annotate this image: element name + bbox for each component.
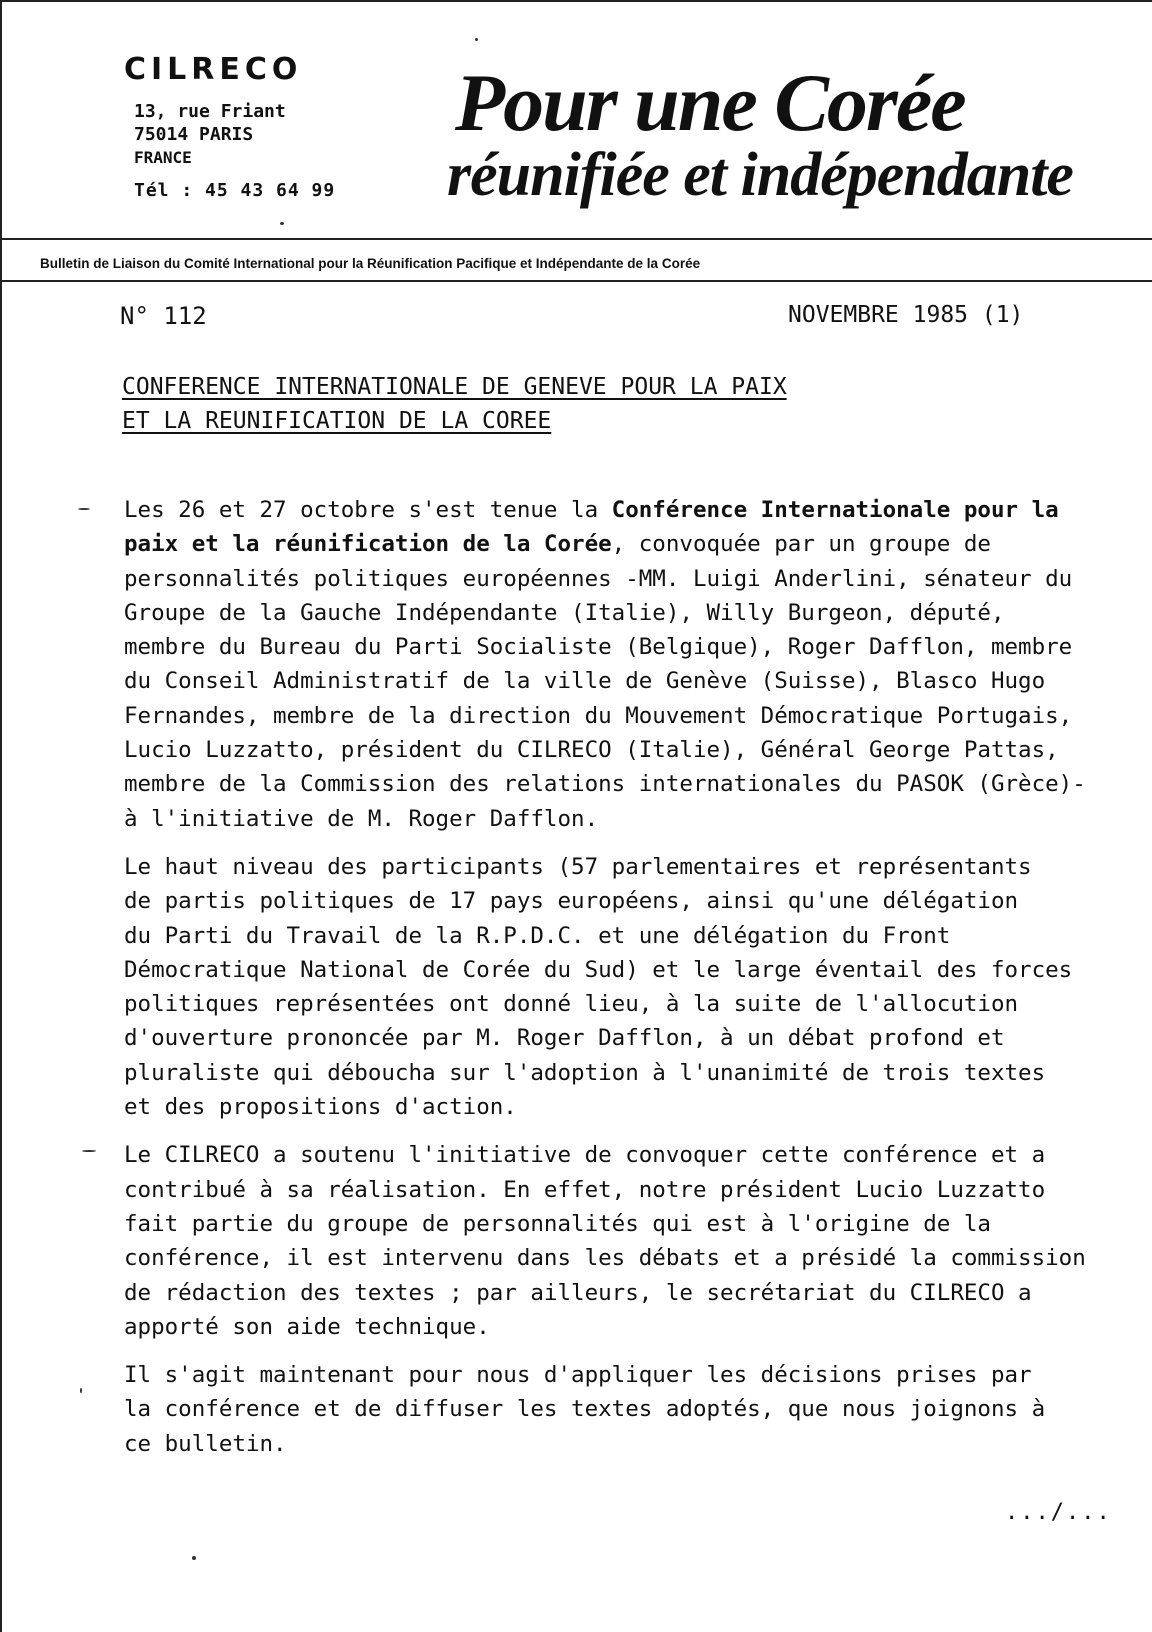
text-line: Fernandes, membre de la direction du Mouvement Démocratique Portugais,	[124, 702, 1073, 729]
text-line: membre de la Commission des relations internationales du PASOK (Grèce)-	[124, 771, 1086, 798]
text-line	[124, 493, 1134, 527]
paragraph-2	[124, 850, 1134, 1124]
article-body	[124, 493, 1134, 1475]
text-line: Lucio Luzzatto, président du CILRECO (Italie), Général George Pattas,	[124, 737, 1059, 764]
text-line: membre du Bureau du Parti Socialiste (Belgique), Roger Dafflon, membre	[124, 634, 1073, 661]
text-segment: Les 26 et 27 octobre s'est tenue la	[124, 497, 612, 523]
article-headline	[122, 370, 787, 438]
text-line: Le haut niveau des participants (57 parlementaires et représentants	[124, 853, 1032, 880]
scan-speck	[78, 508, 90, 510]
masthead-line-1: Pour une Corée	[455, 57, 965, 148]
text-line: personnalités politiques européennes -MM. Luigi Anderlini, sénateur du	[124, 565, 1073, 592]
text-line: de partis politiques de 17 pays européens, ainsi qu'une délégation	[124, 888, 1019, 915]
text-line: Groupe de la Gauche Indépendante (Italie), Willy Burgeon, député,	[124, 599, 1005, 626]
text-line: politiques représentées ont donné lieu, à la suite de l'allocution	[124, 991, 1019, 1018]
text-line: contribué à sa réalisation. En effet, notre président Lucio Luzzatto	[124, 1176, 1046, 1203]
text-line: à l'initiative de M. Roger Dafflon.	[124, 805, 599, 832]
paragraph-3	[124, 1138, 1134, 1344]
scan-speck	[80, 1388, 82, 1393]
text-line: Le CILRECO a soutenu l'initiative de convoquer cette conférence et a	[124, 1142, 1046, 1169]
scan-speck	[192, 1556, 196, 1560]
issue-date: NOVEMBRE 1985 (1)	[788, 302, 1024, 328]
issue-number: N° 112	[120, 302, 207, 330]
phone-number: Tél : 45 43 64 99	[134, 180, 336, 201]
masthead-line-2: réunifiée et indépendante	[447, 141, 1073, 209]
bold-text: paix et la réunification de la Corée	[124, 531, 612, 558]
text-line: apporté son aide technique.	[124, 1313, 490, 1340]
text-line: de rédaction des textes ; par ailleurs, le secrétariat du CILRECO a	[124, 1279, 1032, 1306]
text-line: conférence, il est intervenu dans les débats et a présidé la commission	[124, 1245, 1086, 1272]
masthead-title	[447, 57, 1073, 209]
text-line: la conférence et de diffuser les textes adoptés, que nous joignons à	[124, 1396, 1046, 1423]
text-line: Il s'agit maintenant pour nous d'appliquer les décisions prises par	[124, 1362, 1032, 1389]
paragraph-4	[124, 1358, 1134, 1461]
headline-line-1: CONFERENCE INTERNATIONALE DE GENEVE POUR LA PAIX	[122, 374, 787, 400]
org-name: CILRECO	[124, 52, 303, 87]
address-city: 75014 PARIS	[134, 124, 254, 145]
text-line: Démocratique National de Corée du Sud) et le large éventail des forces	[124, 956, 1073, 983]
bulletin-subtitle: Bulletin de Liaison du Comité International pour la Réunification Pacifique et Indépendante de la Corée	[40, 256, 701, 271]
text-line	[124, 527, 1134, 561]
scan-speck	[82, 1150, 96, 1152]
header-rule-top	[0, 238, 1152, 240]
bold-text: Conférence Internationale pour la	[611, 497, 1059, 523]
text-segment: , convoquée par un groupe de	[611, 531, 991, 558]
text-line: du Conseil Administratif de la ville de Genève (Suisse), Blasco Hugo	[124, 668, 1046, 695]
paragraph-1	[124, 493, 1134, 836]
continuation-mark: .../...	[1005, 1500, 1112, 1525]
text-line: du Parti du Travail de la R.P.D.C. et une délégation du Front	[124, 922, 951, 949]
scan-speck	[475, 38, 478, 41]
address-street: 13, rue Friant	[134, 101, 286, 122]
text-line: et des propositions d'action.	[124, 1094, 517, 1121]
text-line: d'ouverture prononcée par M. Roger Dafflon, à un débat profond et	[124, 1025, 1005, 1052]
header-rule-bottom	[0, 280, 1152, 282]
org-address	[134, 100, 335, 202]
text-line: ce bulletin.	[124, 1430, 287, 1457]
scan-speck	[280, 222, 284, 225]
headline-line-2: ET LA REUNIFICATION DE LA COREE	[122, 408, 552, 434]
address-country: FRANCE	[134, 148, 192, 167]
text-line: fait partie du groupe de personnalités qui est à l'origine de la	[124, 1210, 991, 1237]
text-line: pluraliste qui déboucha sur l'adoption à l'unanimité de trois textes	[124, 1059, 1046, 1086]
